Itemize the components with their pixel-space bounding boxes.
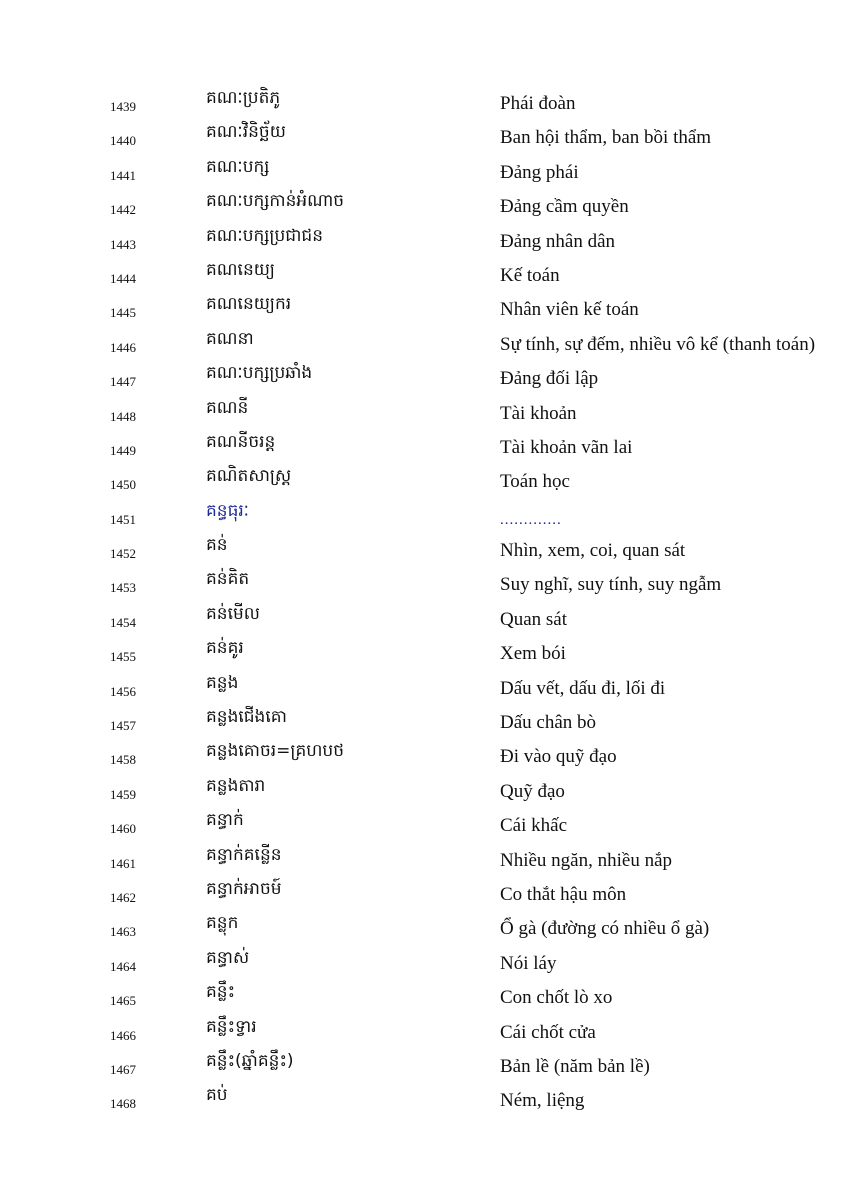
- entry-khmer-term: គន់គិត: [206, 569, 250, 590]
- dictionary-entry: [0, 843, 848, 877]
- entry-number: 1463: [110, 924, 136, 940]
- entry-khmer-term: គណៈប្រតិភូ: [206, 88, 281, 108]
- dictionary-entry: [0, 567, 848, 601]
- entry-khmer-term: គន្លងតារា: [206, 775, 266, 796]
- entry-number: 1466: [110, 1027, 136, 1043]
- entry-vietnamese-translation: Phái đoàn: [500, 93, 576, 114]
- dictionary-entry: [0, 292, 848, 326]
- entry-vietnamese-translation: Đảng nhân dân: [500, 230, 616, 252]
- entry-number: 1460: [110, 821, 136, 837]
- entry-vietnamese-translation: Quan sát: [500, 608, 568, 630]
- entry-khmer-term: គន្ធាស់: [206, 947, 250, 968]
- entry-vietnamese-translation: Quỹ đạo: [500, 780, 565, 802]
- entry-number: 1443: [110, 236, 136, 252]
- entry-vietnamese-translation: Nhân viên kế toán: [500, 299, 639, 321]
- entry-number: 1444: [110, 270, 136, 286]
- entry-khmer-term: គន្ធធុរៈ: [206, 500, 249, 521]
- entry-vietnamese-translation: .............: [500, 511, 562, 528]
- entry-number: 1456: [110, 683, 136, 699]
- dictionary-entry: [0, 671, 848, 705]
- entry-number: 1439: [110, 99, 136, 114]
- dictionary-entry: [0, 533, 848, 567]
- dictionary-entry: [0, 120, 848, 154]
- entry-khmer-term: គណៈបក្ស: [206, 156, 270, 177]
- entry-vietnamese-translation: Toán học: [500, 471, 570, 493]
- entry-list: [0, 86, 848, 1118]
- entry-khmer-term: គន្លងគោចរ=គ្រហបថ: [206, 741, 345, 762]
- entry-khmer-term: គន្ធាក់អាចម៍: [206, 878, 282, 899]
- entry-khmer-term: គន្លឹះ(ឆ្នាំគន្លឹះ): [206, 1050, 294, 1071]
- entry-vietnamese-translation: Tài khoản: [500, 402, 577, 424]
- dictionary-entry: [0, 739, 848, 773]
- entry-vietnamese-translation: Nhiều ngăn, nhiều nắp: [500, 849, 673, 871]
- dictionary-entry: [0, 602, 848, 636]
- entry-khmer-term: គណៈវិនិច្ឆ័យ: [206, 122, 286, 143]
- dictionary-entry: [0, 327, 848, 361]
- entry-khmer-term: គណៈបក្សប្រជាជន: [206, 225, 323, 246]
- dictionary-entry: [0, 911, 848, 945]
- entry-number: 1457: [110, 718, 136, 734]
- entry-number: 1452: [110, 546, 136, 562]
- dictionary-entry: [0, 636, 848, 670]
- dictionary-entry: [0, 86, 848, 120]
- entry-khmer-term: គន្លឹះ: [206, 982, 236, 1003]
- entry-number: 1458: [110, 752, 136, 768]
- entry-khmer-term: គន្លឹះទ្វារ: [206, 1016, 257, 1037]
- entry-vietnamese-translation: Bản lề (năm bản lề): [500, 1055, 650, 1077]
- entry-number: 1459: [110, 786, 136, 802]
- entry-vietnamese-translation: Kế toán: [500, 264, 560, 286]
- dictionary-entry: [0, 1015, 848, 1049]
- dictionary-entry: [0, 155, 848, 189]
- dictionary-entry: [0, 946, 848, 980]
- entry-khmer-term: គន្លុក: [206, 913, 239, 934]
- entry-khmer-term: គន់: [206, 535, 228, 556]
- entry-khmer-term: គន្លង: [206, 672, 239, 693]
- dictionary-entry: [0, 1083, 848, 1117]
- entry-number: 1441: [110, 167, 136, 183]
- entry-vietnamese-translation: Ném, liệng: [500, 1090, 585, 1112]
- entry-number: 1465: [110, 993, 136, 1009]
- entry-khmer-term: គប់: [206, 1085, 228, 1106]
- entry-vietnamese-translation: Dấu chân bò: [500, 712, 597, 734]
- dictionary-entry: [0, 464, 848, 498]
- dictionary-entry: [0, 705, 848, 739]
- dictionary-entry: [0, 808, 848, 842]
- entry-vietnamese-translation: Cái chốt cửa: [500, 1021, 596, 1043]
- entry-number: 1455: [110, 649, 136, 665]
- dictionary-entry: [0, 980, 848, 1014]
- entry-vietnamese-translation: Nói láy: [500, 952, 557, 974]
- entry-number: 1462: [110, 889, 136, 905]
- entry-khmer-term: គន់មើល: [206, 603, 260, 624]
- entry-number: 1440: [110, 133, 136, 149]
- entry-vietnamese-translation: Đảng phái: [500, 161, 579, 183]
- dictionary-entry: [0, 361, 848, 395]
- entry-number: 1450: [110, 477, 136, 493]
- entry-vietnamese-translation: Sự tính, sự đếm, nhiều vô kể (thanh toán): [500, 333, 816, 355]
- entry-vietnamese-translation: Co thắt hậu môn: [500, 883, 627, 905]
- entry-number: 1447: [110, 374, 136, 390]
- entry-number: 1442: [110, 202, 136, 218]
- entry-number: 1454: [110, 614, 136, 630]
- entry-khmer-term: គណនីចរន្ត: [206, 431, 276, 452]
- entry-number: 1451: [110, 511, 136, 527]
- entry-number: 1446: [110, 339, 136, 355]
- entry-khmer-term: គន់គូរ: [206, 638, 244, 659]
- entry-vietnamese-translation: Con chốt lò xo: [500, 987, 613, 1009]
- dictionary-entry: [0, 877, 848, 911]
- entry-khmer-term: គណនា: [206, 328, 254, 349]
- entry-khmer-term: គណៈបក្សប្រឆាំង: [206, 363, 313, 384]
- dictionary-entry: [0, 224, 848, 258]
- dictionary-entry: [0, 396, 848, 430]
- entry-number: 1448: [110, 408, 136, 424]
- entry-number: 1445: [110, 305, 136, 321]
- entry-number: 1453: [110, 580, 136, 596]
- dictionary-entry: [0, 1049, 848, 1083]
- dictionary-entry: [0, 499, 848, 533]
- entry-vietnamese-translation: Đi vào quỹ đạo: [500, 746, 617, 768]
- dictionary-entry: [0, 189, 848, 223]
- entry-khmer-term: គណនេយ្យ: [206, 259, 275, 280]
- entry-vietnamese-translation: Đảng cầm quyền: [500, 196, 629, 218]
- entry-vietnamese-translation: Xem bói: [500, 643, 566, 665]
- entry-vietnamese-translation: Tài khoản vãn lai: [500, 436, 633, 458]
- entry-khmer-term: គន្ធាក់: [206, 810, 244, 831]
- entry-vietnamese-translation: Cái khấc: [500, 815, 568, 837]
- entry-vietnamese-translation: Suy nghĩ, suy tính, suy ngẫm: [500, 574, 722, 596]
- entry-vietnamese-translation: Nhìn, xem, coi, quan sát: [500, 540, 686, 562]
- entry-khmer-term: គន្ធាក់គន្លើន: [206, 844, 282, 865]
- entry-vietnamese-translation: Đảng đối lập: [500, 368, 599, 390]
- dictionary-entry: [0, 774, 848, 808]
- entry-vietnamese-translation: Ổ gà (đường có nhiều ổ gà): [500, 918, 710, 940]
- dictionary-entry: [0, 258, 848, 292]
- entry-number: 1468: [110, 1096, 136, 1112]
- entry-vietnamese-translation: Ban hội thẩm, ban bồi thẩm: [500, 127, 712, 149]
- entry-khmer-term: គណិតសាស្ត្រ: [206, 466, 292, 487]
- entry-number: 1467: [110, 1061, 136, 1077]
- entry-khmer-term: គណនេយ្យករ: [206, 294, 292, 315]
- entry-number: 1449: [110, 442, 136, 458]
- dictionary-entry: [0, 430, 848, 464]
- entry-number: 1461: [110, 855, 136, 871]
- entry-khmer-term: គណៈបក្សកាន់អំណាច: [206, 191, 345, 212]
- entry-khmer-term: គន្លងជើងគោ: [206, 707, 287, 728]
- entry-number: 1464: [110, 958, 136, 974]
- entry-khmer-term: គណនី: [206, 397, 249, 418]
- entry-vietnamese-translation: Dấu vết, dấu đi, lối đi: [500, 677, 666, 699]
